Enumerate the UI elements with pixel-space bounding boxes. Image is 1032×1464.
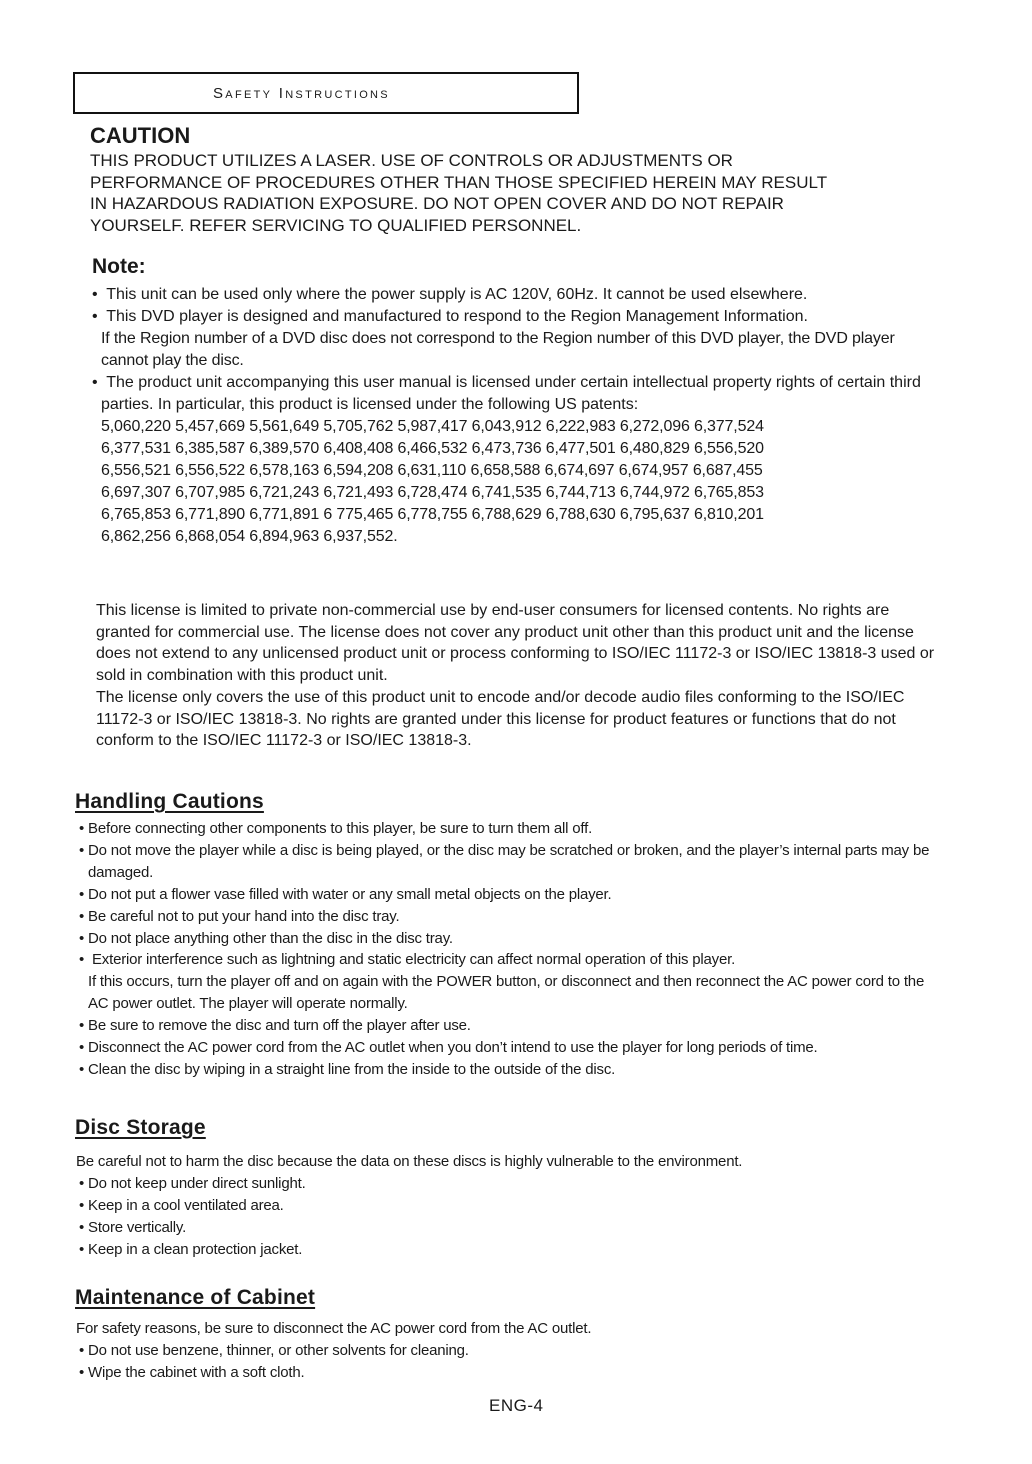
list-item: • Keep in a clean protection jacket. <box>76 1239 936 1261</box>
list-item: • Do not place anything other than the disc in the disc tray. <box>76 928 936 950</box>
section-header-box <box>73 72 579 114</box>
note-item-text: The product unit accompanying this user manual is licensed under certain intellectual property rights of certain third parties. In particular, this product is licensed under the following US patents: <box>101 374 921 413</box>
list-item: • Disconnect the AC power cord from the AC outlet when you don’t intend to use the player for long periods of time. <box>76 1037 936 1059</box>
list-item: • Wipe the cabinet with a soft cloth. <box>76 1362 936 1384</box>
maintenance-title: Maintenance of Cabinet <box>75 1286 316 1309</box>
caution-line: YOURSELF. REFER SERVICING TO QUALIFIED PERSONNEL. <box>90 215 582 235</box>
license-paragraph: This license is limited to private non-commercial use by end-user consumers for licensed contents. No rights are granted for commercial use. The license does not cover any product unit other than this product unit and the license does not extend to any unlicensed product unit or process conforming to ISO/IEC 11172-3 or ISO/IEC 13818-3 used or sold in combination with this product unit. <box>96 602 935 685</box>
list-item: • Do not keep under direct sunlight. <box>76 1173 936 1195</box>
license-block <box>96 600 936 752</box>
caution-line: IN HAZARDOUS RADIATION EXPOSURE. DO NOT OPEN COVER AND DO NOT REPAIR <box>90 194 784 213</box>
list-item <box>76 949 936 1015</box>
list-item: • Keep in a cool ventilated area. <box>76 1195 936 1217</box>
list-item-continuation: If this occurs, turn the player off and on again with the POWER button, or disconnect and then reconnect the AC power cord to the AC power outlet. The player will operate normally. <box>88 973 925 1013</box>
license-paragraph: The license only covers the use of this product unit to encode and/or decode audio files conforming to the ISO/IEC 11172-3 or ISO/IEC 13818-3. No rights are granted under this license for product features or functions that do not conform to the ISO/IEC 11172-3 or ISO/IEC 13818-3. <box>96 688 905 750</box>
caution-line: THIS PRODUCT UTILIZES A LASER. USE OF CONTROLS OR ADJUSTMENTS OR <box>90 151 733 170</box>
list-item: • Be careful not to put your hand into the disc tray. <box>76 906 936 928</box>
list-item: • Before connecting other components to this player, be sure to turn them all off. <box>76 818 936 840</box>
list-item-text: Exterior interference such as lightning and static electricity can affect normal operation of this player. <box>92 951 736 969</box>
list-item: • Do not use benzene, thinner, or other solvents for cleaning. <box>76 1340 936 1362</box>
page-number: ENG-4 <box>489 1396 544 1415</box>
note-item <box>88 372 938 548</box>
list-item: • Be sure to remove the disc and turn off the player after use. <box>76 1015 936 1037</box>
note-title: Note: <box>92 255 146 278</box>
patent-line: 6,862,256 6,868,054 6,894,963 6,937,552. <box>101 528 398 545</box>
disc-storage-list <box>76 1151 936 1261</box>
patent-line: 6,697,307 6,707,985 6,721,243 6,721,493 6,728,474 6,741,535 6,744,713 6,744,972 6,765,853 <box>101 484 764 501</box>
caution-body <box>90 150 930 236</box>
section-intro: For safety reasons, be sure to disconnect the AC power cord from the AC outlet. <box>76 1320 592 1337</box>
section-intro: Be careful not to harm the disc because the data on these discs is highly vulnerable to the environment. <box>76 1153 743 1170</box>
handling-cautions-title: Handling Cautions <box>75 790 264 813</box>
patent-line: 6,556,521 6,556,522 6,578,163 6,594,208 6,631,110 6,658,588 6,674,697 6,674,957 6,687,455 <box>101 462 763 479</box>
note-item-text: This unit can be used only where the power supply is AC 120V, 60Hz. It cannot be used elsewhere. <box>106 286 808 303</box>
maintenance-list <box>76 1318 936 1384</box>
caution-line: PERFORMANCE OF PROCEDURES OTHER THAN THOSE SPECIFIED HEREIN MAY RESULT <box>90 172 828 192</box>
disc-storage-title: Disc Storage <box>75 1116 206 1139</box>
section-header-title: Safety Instructions <box>213 85 390 102</box>
note-item-continuation: If the Region number of a DVD disc does not correspond to the Region number of this DVD player, the DVD player cannot play the disc. <box>101 330 895 369</box>
patent-line: 6,765,853 6,771,890 6,771,891 6 775,465 6,778,755 6,788,629 6,788,630 6,795,637 6,810,201 <box>101 506 764 523</box>
list-item: • Do not move the player while a disc is being played, or the disc may be scratched or broken, and the player’s internal parts may be damaged. <box>76 840 936 884</box>
list-item: • Do not put a flower vase filled with water or any small metal objects on the player. <box>76 884 936 906</box>
note-item <box>88 306 938 372</box>
patent-line: 6,377,531 6,385,587 6,389,570 6,408,408 6,466,532 6,473,736 6,477,501 6,480,829 6,556,520 <box>101 440 764 457</box>
caution-title: CAUTION <box>90 123 191 148</box>
note-item <box>88 284 938 306</box>
patent-line: 5,060,220 5,457,669 5,561,649 5,705,762 5,987,417 6,043,912 6,222,983 6,272,096 6,377,524 <box>101 418 764 435</box>
note-item-text: This DVD player is designed and manufactured to respond to the Region Management Information. <box>106 308 808 325</box>
list-item: • Store vertically. <box>76 1217 936 1239</box>
note-list <box>88 284 938 548</box>
handling-cautions-list <box>76 818 936 1081</box>
list-item: • Clean the disc by wiping in a straight line from the inside to the outside of the disc. <box>76 1059 936 1081</box>
